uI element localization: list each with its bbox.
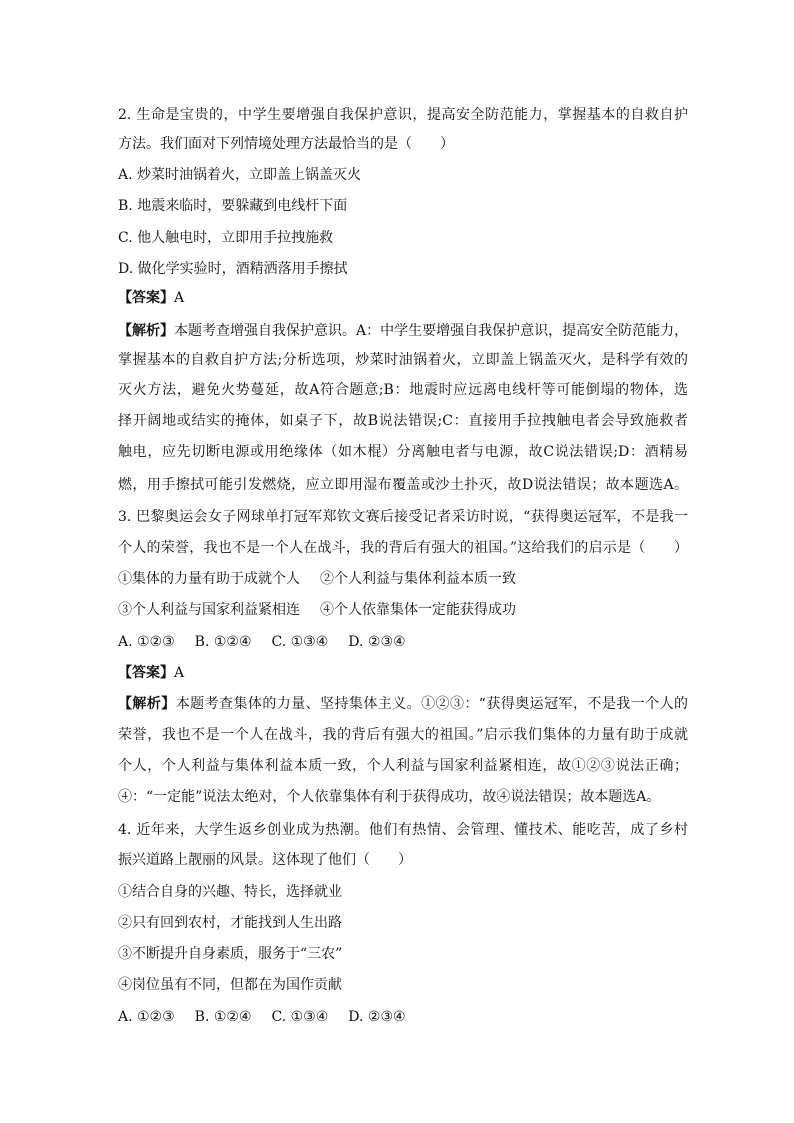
q3-answer-value: A	[174, 665, 185, 681]
q2-analysis-line3: 灭火方法，避免火势蔓延，故A符合题意;B：地震时应远离电线杆等可能倒塌的物体，选	[118, 382, 688, 398]
q4-choice-b: B. ①②④	[194, 1009, 252, 1025]
q2-analysis-text1: 本题考查增强自我保护意识。A：中学生要增强自我保护意识，提高安全防范能力，	[174, 323, 688, 339]
q3-item-4: ④个人依靠集体一定能获得成功	[320, 602, 516, 618]
q4-choice-d: D. ②③④	[348, 1009, 406, 1025]
q4-choice-c: C. ①③④	[271, 1009, 329, 1025]
q3-items-row1	[118, 567, 688, 591]
q2-analysis-label: 【解析】	[118, 323, 174, 339]
q2-option-c: C. 他人触电时，立即用手拉拽施救	[118, 230, 334, 246]
q3-answer-label: 【答案】	[118, 665, 174, 681]
q4-stem-line1: 4. 近年来，大学生返乡创业成为热潮。他们有热情、会管理、懂技术、能吃苦，成了乡村	[118, 822, 688, 838]
q2-analysis-line2: 掌握基本的自救自护方法;分析选项，炒菜时油锅着火，立即盖上锅盖灭火，是科学有效的	[118, 352, 688, 368]
q3-item-3: ③个人利益与国家利益紧相连	[118, 602, 300, 618]
q2-answer	[118, 286, 688, 310]
q3-analysis-label: 【解析】	[118, 696, 176, 712]
q3-analysis-line3: 个人，个人利益与集体利益本质一致，个人利益与国家利益紧相连，故①②③说法正确；	[118, 758, 688, 774]
q2-analysis-line6: 燃，用手擦拭可能引发燃烧，应立即用湿布覆盖或沙土扑灭，故D说法错误；故本题选A。	[118, 477, 688, 493]
q3-analysis-line4: ④：“一定能”说法太绝对，个人依靠集体有利于获得成功，故④说法错误；故本题选A。	[118, 789, 661, 805]
q3-choice-c: C. ①③④	[271, 634, 329, 650]
q3-stem-line1: 3. 巴黎奥运会女子网球单打冠军郑钦文赛后接受记者采访时说，“获得奥运冠军，不是我一	[118, 509, 688, 525]
q2-option-d: D. 做化学实验时，酒精洒落用手擦拭	[118, 261, 348, 277]
q2-stem-line2: 方法。我们面对下列情境处理方法最恰当的是（ ）	[118, 136, 454, 152]
q2-analysis-line1	[118, 319, 688, 343]
q3-items-row2	[118, 598, 688, 622]
q2-answer-label: 【答案】	[118, 290, 174, 306]
q2-answer-value: A	[174, 290, 185, 306]
q4-item-3: ③不断提升自身素质，服务于“三农”	[118, 946, 343, 962]
q4-choices	[118, 1005, 688, 1029]
q3-stem-line2: 个人的荣誉，我也不是一个人在战斗，我的背后有强大的祖国。”这给我们的启示是（ ）	[118, 540, 688, 556]
q3-choice-a: A. ①②③	[118, 634, 175, 650]
q4-choice-a: A. ①②③	[118, 1009, 175, 1025]
q4-stem-line2: 振兴道路上靓丽的风景。这体现了他们（ ）	[118, 852, 412, 868]
q4-item-1: ①结合自身的兴趣、特长，选择就业	[118, 884, 342, 900]
q4-item-4: ④岗位虽有不同，但都在为国作贡献	[118, 977, 342, 993]
q4-item-2: ②只有回到农村，才能找到人生出路	[118, 915, 342, 931]
q3-choices	[118, 630, 688, 654]
q2-stem-line1: 2. 生命是宝贵的，中学生要增强自我保护意识，提高安全防范能力，掌握基本的自救自护	[118, 107, 688, 123]
q2-analysis-line5: 触电，应先切断电源或用绝缘体（如木棍）分离触电者与电源，故C说法错误;D：酒精易	[118, 444, 688, 460]
q2-analysis-line4: 择开阔地或结实的掩体，如桌子下，故B说法错误;C：直接用手拉拽触电者会导致施救者	[118, 413, 688, 429]
q3-analysis-line1	[118, 692, 688, 716]
q3-answer	[118, 661, 688, 685]
q3-choice-b: B. ①②④	[194, 634, 252, 650]
q2-option-a: A. 炒菜时油锅着火，立即盖上锅盖灭火	[118, 167, 362, 183]
q3-analysis-text1: 本题考查集体的力量、坚持集体主义。①②③：“获得奥运冠军，不是我一个人的	[175, 696, 688, 712]
q3-choice-d: D. ②③④	[348, 634, 406, 650]
q3-analysis-line2: 荣誉，我也不是一个人在战斗，我的背后有强大的祖国。”启示我们集体的力量有助于成就	[118, 727, 688, 743]
q2-option-b: B. 地震来临时，要躲藏到电线杆下面	[118, 198, 348, 214]
q3-item-2: ②个人利益与集体利益本质一致	[320, 571, 516, 587]
q3-item-1: ①集体的力量有助于成就个人	[118, 571, 300, 587]
